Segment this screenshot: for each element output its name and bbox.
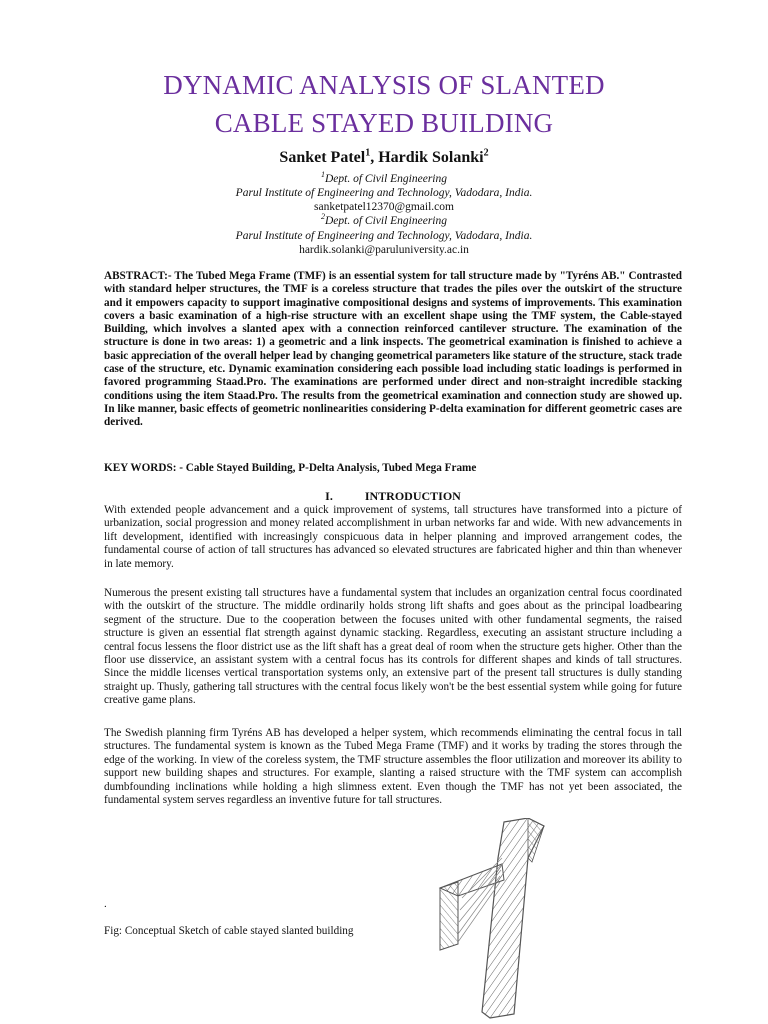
intro-paragraph-3: The Swedish planning firm Tyréns AB has developed a helper system, which recommends eliminating the central focus in tall structures. The fundamental system is known as the Tubed Mega Frame (TMF) and it works by trading the stores through the edge of the working. In view of the coreless system, the TMF structure assembles the floor utilization and moreover its ability to support new building shapes and structures. For example, slanting a raised structure with the TMF system can accomplish dumbfounding inclinations while holding a high slimness extent. Even though the TMF has not yet been associated, the fundamental system serves regardless an inventive future for tall structures.: [104, 727, 682, 807]
title-line-2: CABLE STAYED BUILDING: [214, 108, 554, 138]
tower-top-face: [528, 818, 544, 862]
intro-paragraph-2: Numerous the present existing tall structures have a fundamental system that includes an organization central focus coordinated with the outskirt of the structure. The middle ordinarily holds strong lift shafts and goes about as the principal loadbearing segment of the structure. Due to the cooperation between the focuses united with other fundamental segments, the raised structure is given an essential flat strength against dynamic stacking. Regardless, executing an assistant structure including a central focus lessens the floor district use as the lift shaft has a great deal of room when the structure gets higher. Other than the floor use disservice, an assistant system with a central focus has its controls for different shapes and kinds of tall structures. Since the middle licenses vertical transportation systems only, an extensive part of the present tall structures is dully standing straight up. Thusly, gathering tall structures with the central focus likely won't be the best essential system while going for future creative game plans.: [104, 587, 682, 707]
stray-dot: .: [104, 898, 107, 910]
affiliation-2-dept-text: Dept. of Civil Engineering: [324, 215, 447, 227]
author-1-sup: 1: [365, 147, 371, 159]
author-1-email: sanketpatel12370@gmail.com: [314, 201, 454, 213]
author-2-email: hardik.solanki@paruluniversity.ac.in: [299, 244, 469, 256]
keywords: KEY WORDS: - Cable Stayed Building, P-Delta Analysis, Tubed Mega Frame: [104, 462, 477, 474]
paper-title: [0, 66, 768, 142]
abstract: ABSTRACT:- The Tubed Mega Frame (TMF) is an essential system for tall structure made by "Tyréns AB." Contrasted with standard helper structures, the TMF is a coreless structure that trades the piles over the outskirt of the structure and it empowers capacity to support imaginative compositional designs and systems of improvements. This examination covers a basic examination of a high-rise structure with an excellent shape using the TMF system, the Cable-stayed Building, which involves a slanted apex with a connection reinforced cantilever structure. The examination of the structure is done in two areas: 1) a geometric and a link inspects. The geometrical examination is finished to achieve a basic appreciation of the overall helper lead by changing geometrical parameters like stature of the structure, stack trade case of the structure, etc. Dynamic examination considering each possible load including static loadings is performed in favored programming Staad.Pro. The examinations are performed under direct and non-straight incredible stacking conditions using the item Staad.Pro. The results from the geometrical examination and connection study are showed up. In like manner, basic effects of geometric nonlinearities considering P-delta examination for different geometric cases are derived.: [104, 270, 682, 429]
figure-caption: Fig: Conceptual Sketch of cable stayed slanted building: [104, 925, 354, 937]
affiliation-2-dept: [0, 214, 768, 228]
slanted-building-sketch-icon: [432, 818, 558, 1020]
affiliation-2-institute: Parul Institute of Engineering and Technology, Vadodara, India.: [235, 230, 533, 242]
intro-paragraph-1: With extended people advancement and a quick improvement of systems, tall structures have transformed into a picture of urbanization, social progression and money related accomplishment in urban networks far and wide. With new advancements in lift development, identified with increasingly conspicuous data in helper planning and improved arrangement codes, the fundamental course of action of tall structures has advanced so elevated structures are fabricated higher and thin than whenever in late memory.: [104, 504, 682, 570]
section-heading-introduction: [104, 489, 682, 503]
affiliation-1-institute: Parul Institute of Engineering and Technology, Vadodara, India.: [235, 187, 533, 199]
author-2-name: Hardik Solanki: [378, 149, 484, 166]
affiliation-1-dept: [0, 172, 768, 186]
title-line-1: DYNAMIC ANALYSIS OF SLANTED: [163, 70, 605, 100]
author-line: [0, 148, 768, 168]
affiliation-2-sup: 2: [320, 212, 325, 222]
author-1-name: Sanket Patel: [279, 149, 366, 166]
affiliation-1-sup: 1: [320, 170, 325, 180]
section-title: INTRODUCTION: [364, 489, 461, 503]
affiliation-1-dept-text: Dept. of Civil Engineering: [324, 173, 447, 185]
author-2-sup: 2: [483, 147, 489, 159]
author-separator: ,: [370, 149, 379, 166]
section-number: I.: [325, 489, 333, 503]
